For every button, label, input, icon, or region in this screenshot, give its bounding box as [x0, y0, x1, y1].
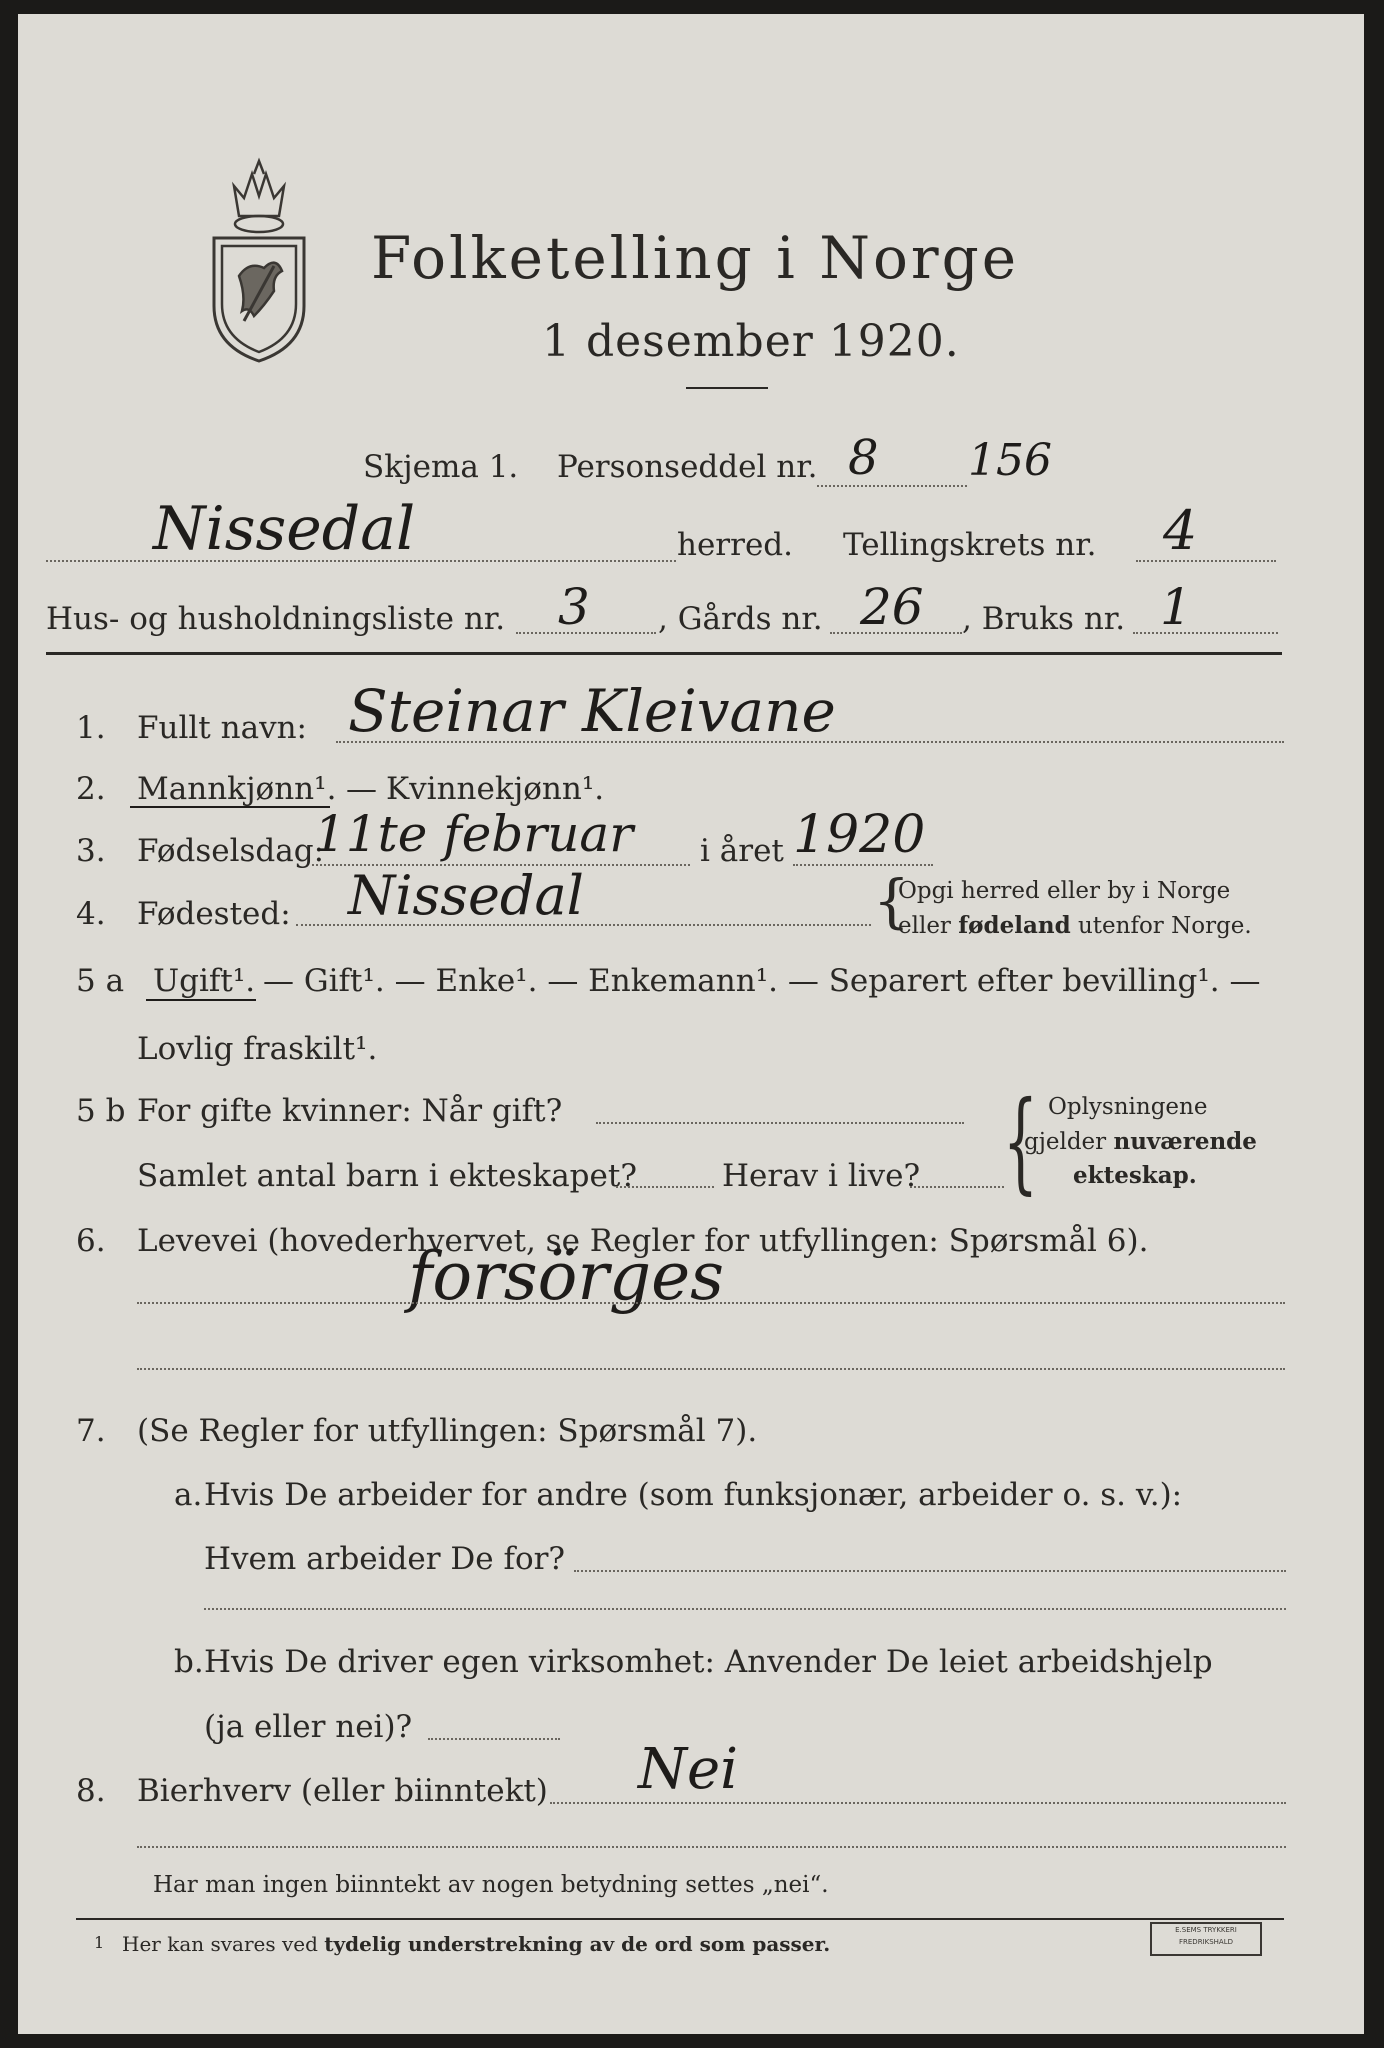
q8-field-2 — [137, 1846, 1286, 1848]
q6-field-2 — [137, 1368, 1285, 1370]
side-income-value: Nei — [638, 1737, 739, 1802]
personseddel-value: 8 — [848, 430, 879, 486]
bruks-value: 1 — [1160, 578, 1192, 636]
q8-note: Har man ingen biinntekt av nogen betydning settes „nei“. — [153, 1872, 829, 1898]
q6-field-1 — [137, 1302, 1285, 1304]
gards-label: , Gårds nr. — [658, 601, 823, 637]
footnote-mark: 1 — [94, 1933, 105, 1952]
bruks-label: , Bruks nr. — [962, 601, 1126, 637]
q5b-brace: { — [1003, 1077, 1038, 1205]
q6-label: Levevei (hovederhvervet, se Regler for utfyllingen: Spørsmål 6). — [137, 1223, 1149, 1259]
q1-number: 1. — [76, 710, 106, 746]
schema-label: Skjema 1. — [363, 449, 519, 485]
q8-label: Bierhverv (eller biinntekt) — [137, 1773, 548, 1809]
q7b-label: Hvis De driver egen virksomhet: Anvender De leiet arbeidshjelp — [204, 1644, 1213, 1680]
sex-separator: — — [346, 771, 377, 807]
q4-label: Fødested: — [137, 896, 291, 932]
q4-number: 4. — [76, 896, 106, 932]
footnote-divider — [76, 1918, 1284, 1920]
q7-label: (Se Regler for utfyllingen: Spørsmål 7). — [137, 1413, 758, 1449]
q5b-note-line1: Oplysningene — [1048, 1094, 1208, 1120]
hus-label: Hus- og husholdningsliste nr. — [46, 601, 506, 637]
birthplace-value: Nissedal — [348, 864, 584, 927]
q7-number: 7. — [76, 1413, 106, 1449]
q7b-label2: (ja eller nei)? — [204, 1709, 413, 1745]
q4-brace: { — [873, 867, 910, 935]
q7a-label: Hvis De arbeider for andre (som funksjonær, arbeider o. s. v.): — [204, 1477, 1183, 1513]
tellingskrets-value: 4 — [1163, 499, 1198, 562]
hus-value: 3 — [558, 578, 590, 636]
personseddel-label: Personseddel nr. — [557, 449, 818, 485]
gards-value: 26 — [860, 578, 924, 636]
q3-label: Fødselsdag: — [137, 833, 325, 869]
herred-label: herred. — [677, 527, 793, 563]
q1-label: Fullt navn: — [137, 710, 307, 746]
occupation-value: forsörges — [408, 1238, 725, 1315]
q7a-number: a. — [174, 1477, 203, 1513]
marital-ugift: Ugift¹. — [153, 963, 256, 999]
q8-number: 8. — [76, 1773, 106, 1809]
q5b-note-line3: ekteskap. — [1073, 1162, 1197, 1189]
tellingskrets-field — [1136, 560, 1276, 562]
q8-field-1 — [550, 1802, 1286, 1804]
footnote-text: Her kan svares ved tydelig understrekning av de ord som passer. — [122, 1932, 831, 1956]
q7b-number: b. — [174, 1644, 204, 1680]
bruks-field — [1133, 632, 1278, 634]
q5b-children-field — [616, 1186, 714, 1188]
q3-number: 3. — [76, 833, 106, 869]
q5b-alive-field — [910, 1186, 1004, 1188]
birthdate-value: 11te februar — [314, 805, 634, 863]
q7a-field-2 — [204, 1608, 1286, 1610]
q5b-note-line2: gjelder nuværende — [1024, 1128, 1257, 1155]
q5b-married-field — [596, 1122, 964, 1124]
ugift-underline — [146, 999, 256, 1001]
printer-stamp — [1150, 1922, 1262, 1956]
q5b-number: 5 b — [76, 1093, 126, 1129]
sex-male: Mannkjønn¹. — [137, 771, 337, 807]
q5b-alive-label: Herav i live? — [722, 1158, 921, 1194]
q4-note-line1: Opgi herred eller by i Norge — [898, 878, 1231, 904]
tellingskrets-label: Tellingskrets nr. — [843, 527, 1097, 563]
title-divider — [686, 387, 768, 389]
page-title: Folketelling i Norge — [371, 224, 1020, 292]
marital-options: — Gift¹. — Enke¹. — Enkemann¹. — Separert efter bevilling¹. — — [263, 963, 1261, 999]
printer-line2: FREDRIKSHALD — [1178, 1938, 1233, 1946]
full-name-value: Steinar Kleivane — [348, 677, 836, 745]
birthyear-value: 1920 — [793, 805, 926, 865]
norway-coat-of-arms-icon — [204, 156, 314, 366]
q7b-field — [428, 1738, 560, 1740]
q5a-number: 5 a — [76, 963, 125, 999]
personseddel-extra: 156 — [968, 435, 1052, 486]
q6-number: 6. — [76, 1223, 106, 1259]
marital-fraskilt: Lovlig fraskilt¹. — [137, 1031, 378, 1067]
q5b-children-label: Samlet antal barn i ekteskapet? — [137, 1158, 637, 1194]
printer-line1: E.SEMS TRYKKERI — [1175, 1926, 1237, 1934]
census-form — [18, 14, 1364, 2034]
q7a-field-1 — [574, 1570, 1286, 1572]
sex-female: Kvinnekjønn¹. — [386, 771, 605, 807]
personseddel-field — [817, 485, 967, 487]
q7a-label2: Hvem arbeider De for? — [204, 1541, 566, 1577]
census-date: 1 desember 1920. — [542, 316, 960, 367]
q3-year-label: i året — [700, 833, 784, 869]
q5b-label: For gifte kvinner: Når gift? — [137, 1093, 563, 1129]
header-divider — [46, 652, 1282, 655]
male-underline — [130, 806, 330, 808]
q2-number: 2. — [76, 771, 106, 807]
herred-value: Nissedal — [153, 494, 416, 564]
q4-note-line2: eller fødeland utenfor Norge. — [898, 912, 1252, 939]
